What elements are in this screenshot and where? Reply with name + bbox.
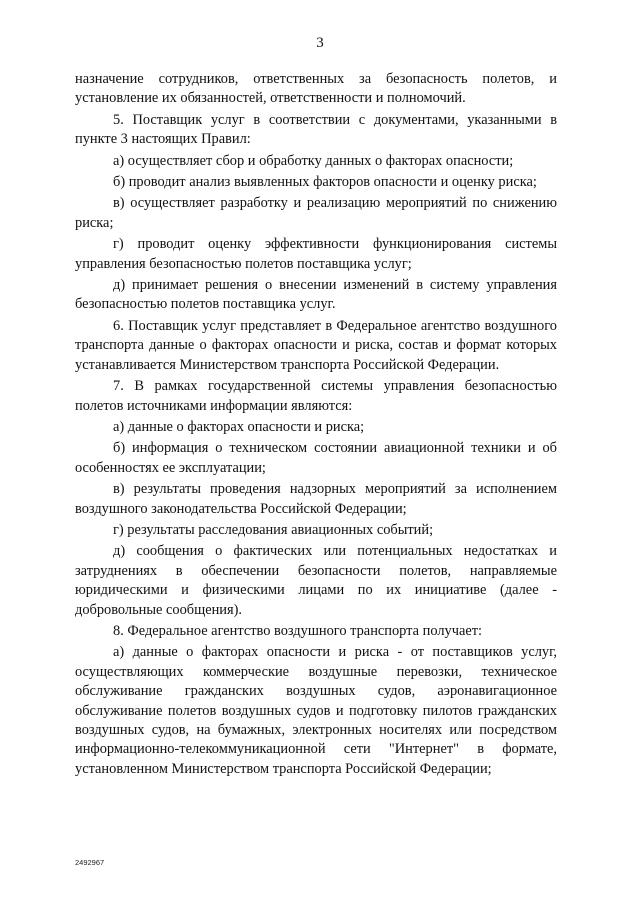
paragraph: 5. Поставщик услуг в соответствии с документами, указанными в пункте 3 настоящих Правил: <box>75 111 557 148</box>
list-item: д) сообщения о фактических или потенциальных недостатках и затруднениях в обеспечении безопасности полетов, направляемые юридическими и физическими лицами по их инициативе (далее - добровольные сообщения). <box>75 543 557 618</box>
paragraph: назначение сотрудников, ответственных за безопасность полетов, и установление их обязанностей, ответственности и полномочий. <box>75 71 557 107</box>
list-item: а) данные о факторах опасности и риска - от поставщиков услуг, осуществляющих коммерческие воздушные перевозки, техническое обслуживание гражданских воздушных судов, аэронавигационное обслуживание полетов воздушных судов и подготовку пилотов гражданских воздушных судов, на бумажных, электронных носителях или посредством информационно-телекоммуникационной сети "Интернет" в формате, установленном Министерством транспорта Российской Федерации; <box>75 644 557 777</box>
list-item: д) принимает решения о внесении изменений в систему управления безопасностью полетов поставщика услуг. <box>75 277 557 313</box>
list-item: а) осуществляет сбор и обработку данных о факторах опасности; <box>113 152 514 169</box>
document-code: 2492967 <box>75 858 105 867</box>
list-item: б) информация о техническом состоянии авиационной техники и об особенностях ее эксплуатации; <box>75 440 557 476</box>
paragraph: 7. В рамках государственной системы управления безопасностью полетов источниками информации являются: <box>75 378 557 414</box>
paragraph: 8. Федеральное агентство воздушного транспорта получает: <box>113 622 483 639</box>
list-item: а) данные о факторах опасности и риска; <box>113 418 365 435</box>
list-item: в) осуществляет разработку и реализацию мероприятий по снижению риска; <box>75 195 557 231</box>
list-item: г) проводит оценку эффективности функционирования системы управления безопасностью полетов поставщика услуг; <box>75 236 557 272</box>
document-body <box>75 70 557 779</box>
list-item: г) результаты расследования авиационных событий; <box>113 521 434 538</box>
paragraph: 6. Поставщик услуг представляет в Федеральное агентство воздушного транспорта данные о факторах опасности и риска, состав и формат которых устанавливается Министерством транспорта Российской Федерации. <box>75 317 557 373</box>
list-item: б) проводит анализ выявленных факторов опасности и оценку риска; <box>113 174 537 191</box>
page-number: 3 <box>316 35 324 51</box>
list-item: в) результаты проведения надзорных мероприятий за исполнением воздушного законодательства Российской Федерации; <box>75 481 557 517</box>
